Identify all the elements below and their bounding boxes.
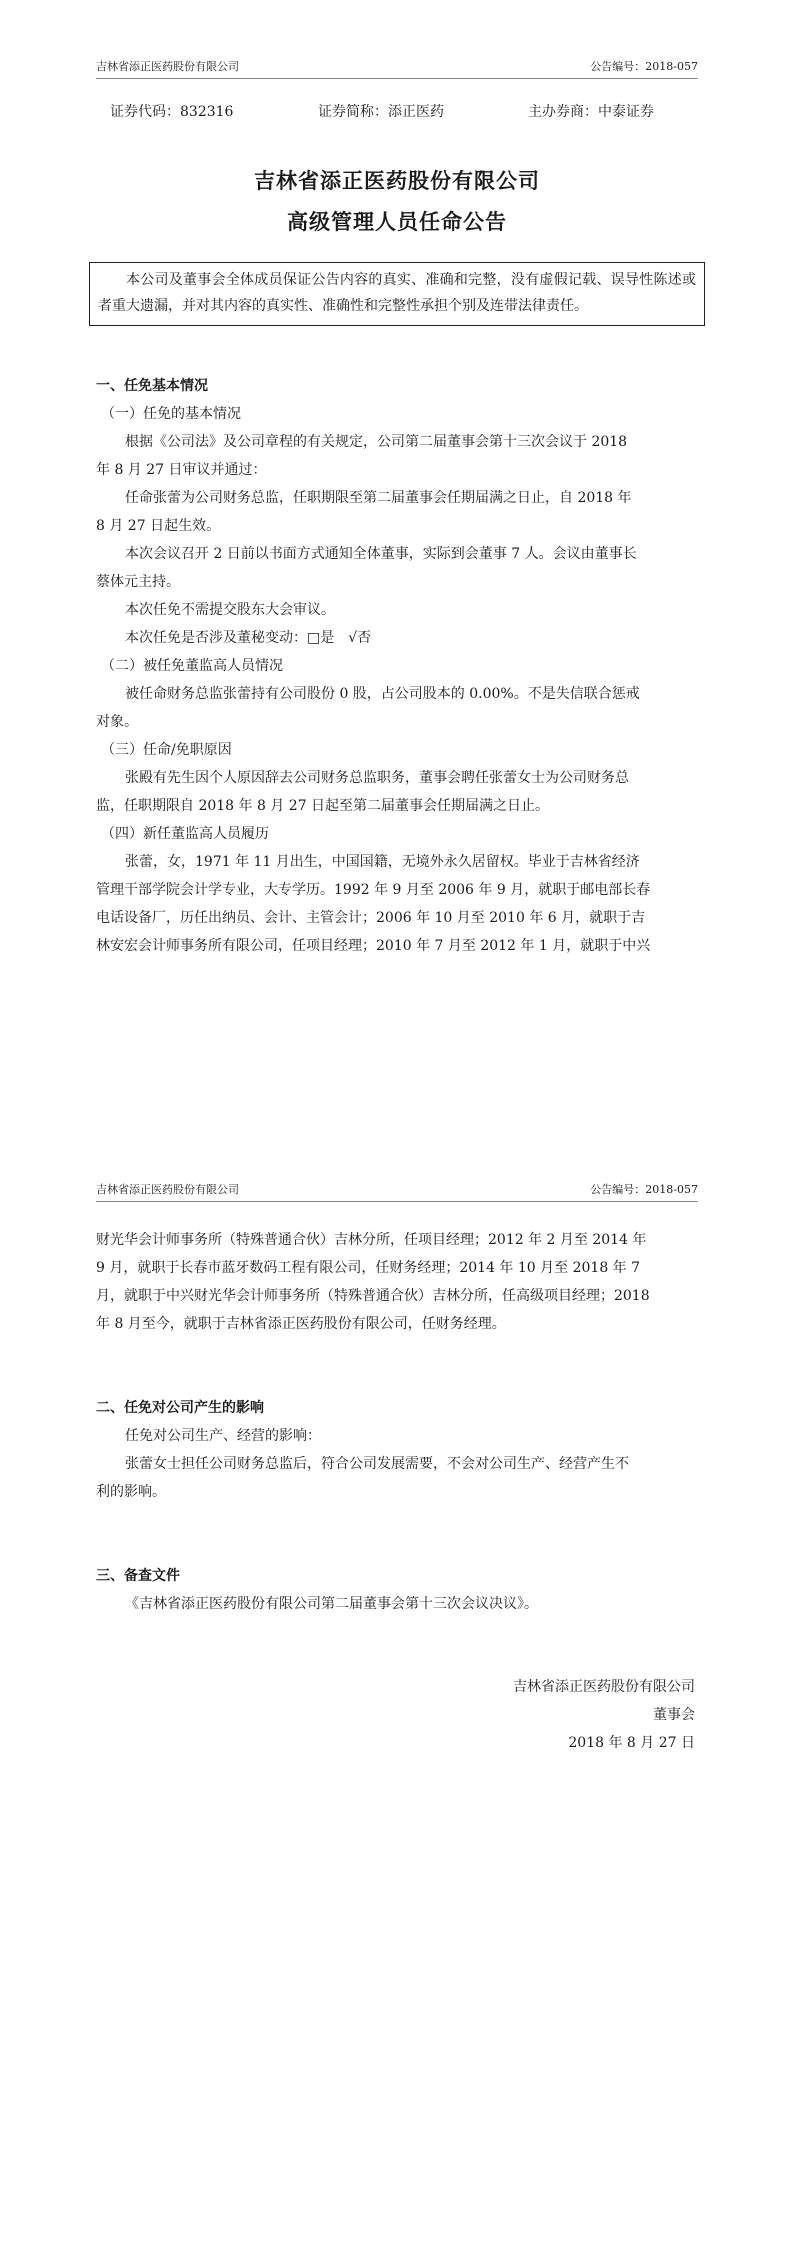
text-line: 利的影响。 — [96, 1484, 166, 1500]
text-line: 本次会议召开 2 日前以书面方式通知全体董事，实际到会董事 7 人。会议由董事长 — [125, 546, 637, 562]
securities-short-name: 证券简称：添正医药 — [318, 104, 444, 120]
section-heading: 二、任免对公司产生的影响 — [96, 1400, 264, 1416]
page-header — [96, 1181, 698, 1197]
signature-date: 2018 年 8 月 27 日 — [568, 1735, 695, 1751]
text-line: 任免对公司生产、经营的影响： — [125, 1428, 321, 1444]
text-line: 月，就职于中兴财光华会计师事务所（特殊普通合伙）吉林分所，任高级项目经理；2018 — [96, 1288, 650, 1304]
text-line: 年 8 月至今，就职于吉林省添正医药股份有限公司，任财务经理。 — [96, 1316, 506, 1332]
text-line — [96, 1506, 699, 1534]
signature-board: 董事会 — [653, 1707, 695, 1723]
text-line: 本次任免是否涉及董秘变动：□是 √否 — [125, 630, 372, 646]
text-line: 《吉林省添正医药股份有限公司第二届董事会第十三次会议决议》。 — [125, 1596, 538, 1612]
text-line — [96, 1338, 699, 1366]
text-line — [96, 1366, 699, 1394]
disclaimer-box: 本公司及董事会全体成员保证公告内容的真实、准确和完整，没有虚假记载、误导性陈述或者重大遗漏，并对其内容的真实性、准确性和完整性承担个别及连带法律责任。 — [89, 262, 705, 326]
text-line: 根据《公司法》及公司章程的有关规定，公司第二届董事会第十三次会议于 2018 — [125, 434, 628, 450]
text-line: 张蕾，女，1971 年 11 月出生，中国国籍，无境外永久居留权。毕业于吉林省经济 — [125, 854, 640, 870]
sponsor-broker: 主办券商：中泰证券 — [528, 104, 654, 120]
text-line: 9 月，就职于长春市蓝牙数码工程有限公司，任财务经理；2014 年 10 月至 2018 年 7 — [96, 1260, 641, 1276]
text-line: 张蕾女士担任公司财务总监后，符合公司发展需要，不会对公司生产、经营产生不 — [125, 1456, 629, 1472]
text-line: 林安宏会计师事务所有限公司，任项目经理；2010 年 7 月至 2012 年 1 月，就职于中兴 — [96, 938, 651, 954]
header-company: 吉林省添正医药股份有限公司 — [96, 60, 239, 73]
text-line: 8 月 27 日起生效。 — [96, 518, 221, 534]
text-line: 任命张蕾为公司财务总监，任职期限至第二届董事会任期届满之日止，自 2018 年 — [125, 490, 632, 506]
header-divider — [96, 78, 698, 79]
text-line: （二）被任免董监高人员情况 — [101, 658, 283, 674]
text-line: （四）新任董监高人员履历 — [101, 826, 269, 842]
text-line — [96, 1534, 699, 1562]
text-line: （三）任命/免职原因 — [101, 742, 232, 758]
text-line: 电话设备厂，历任出纳员、会计、主管会计；2006 年 10 月至 2010 年 6 月，就职于吉 — [96, 910, 646, 926]
text-line: 本次任免不需提交股东大会审议。 — [125, 602, 335, 618]
page-header — [96, 58, 698, 74]
text-line: 被任命财务总监张蕾持有公司股份 0 股，占公司股本的 0.00%。不是失信联合惩戒 — [125, 686, 640, 702]
title-company: 吉林省添正医药股份有限公司 — [254, 168, 540, 193]
text-line: 财光华会计师事务所（特殊普通合伙）吉林分所，任项目经理；2012 年 2 月至 2014 年 — [96, 1232, 647, 1248]
section-heading: 三、备查文件 — [96, 1568, 180, 1584]
title-announcement: 高级管理人员任命公告 — [287, 209, 507, 234]
text-line: 监，任职期限自 2018 年 8 月 27 日起至第二届董事会任期届满之日止。 — [96, 798, 550, 814]
header-notice-number: 公告编号：2018-057 — [590, 1183, 698, 1196]
securities-info — [110, 101, 710, 121]
page-2-body — [96, 1226, 699, 1618]
section-heading: 一、任免基本情况 — [96, 378, 208, 394]
text-line: 蔡体元主持。 — [96, 574, 180, 590]
signature-company: 吉林省添正医药股份有限公司 — [513, 1679, 695, 1695]
text-line: 管理干部学院会计学专业，大专学历。1992 年 9 月至 2006 年 9 月，就职于邮电部长春 — [96, 882, 651, 898]
header-notice-number: 公告编号：2018-057 — [590, 60, 698, 73]
text-line: 张殿有先生因个人原因辞去公司财务总监职务，董事会聘任张蕾女士为公司财务总 — [125, 770, 629, 786]
header-divider — [96, 1201, 698, 1202]
text-line: 年 8 月 27 日审议并通过： — [96, 462, 267, 478]
header-company: 吉林省添正医药股份有限公司 — [96, 1183, 239, 1196]
securities-code: 证券代码：832316 — [110, 104, 234, 120]
text-line: （一）任免的基本情况 — [101, 406, 241, 422]
signature-block — [96, 1673, 699, 1757]
text-line: 对象。 — [96, 714, 138, 730]
page-1-body — [96, 372, 699, 960]
page-2 — [0, 1123, 794, 2246]
